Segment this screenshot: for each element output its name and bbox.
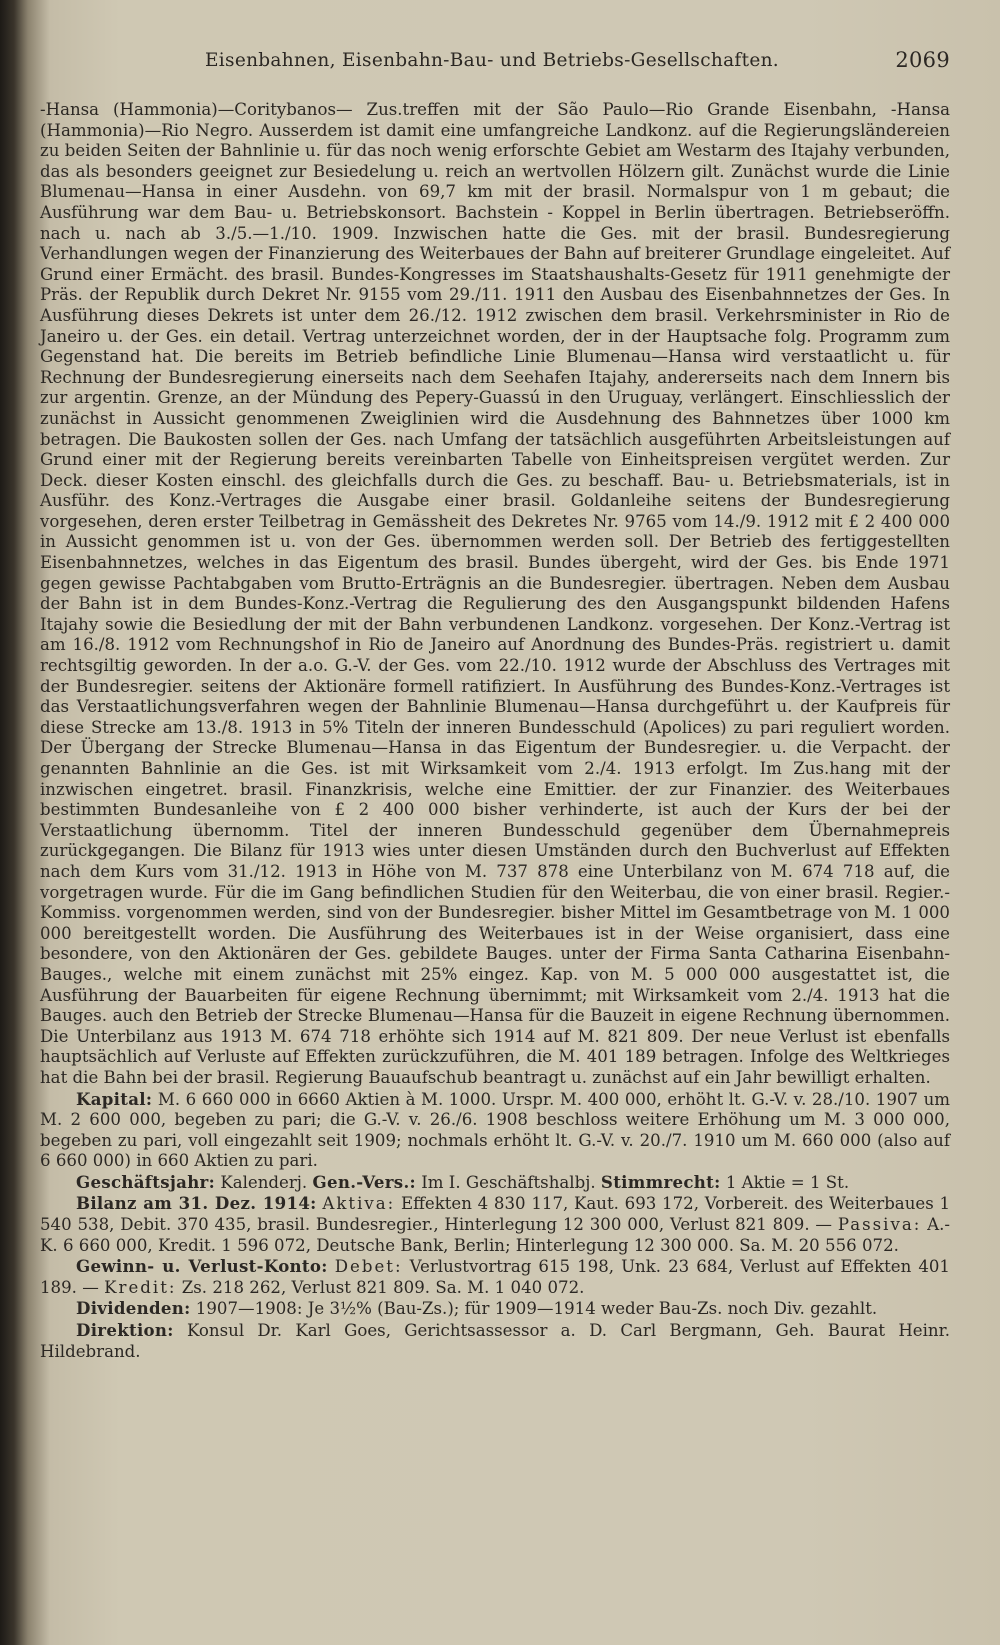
- direktion-text: Konsul Dr. Karl Goes, Gerichtsassessor a. D. Carl Bergmann, Geh. Baurat Heinr. Hildebrand.: [40, 1321, 950, 1361]
- aktiva-text: Effekten 4 830 117, Kaut. 693 172, Vorbereit. des Weiterbaues 1 540 538, Debit. 370 435, brasil. Bundesregier., Hinterlegung 12 300 000, Verlust 821 809. —: [40, 1194, 951, 1235]
- direktion-label: Direktion:: [76, 1320, 174, 1341]
- stimmrecht-label: Stimmrecht:: [600, 1171, 721, 1192]
- page-body: [40, 100, 950, 1362]
- main-paragraph: -Hansa (Hammonia)—Coritybanos— Zus.treffen mit der São Paulo—Rio Grande Eisenbahn, -Hansa (Hammonia)—Rio Negro. Ausserdem ist damit eine umfangreiche Landkonz. auf die Regierungsländereien zu beiden Seiten der Bahnlinie u. für das noch wenig erforschte Gebiet am Westarm des Itajahy verbunden, das als besonders geeignet zur Besiedelung u. reich an wertvollen Hölzern gilt. Zunächst wurde die Linie Blumenau—Hansa in einer Ausdehn. von 69,7 km mit der brasil. Normalspur von 1 m gebaut; die Ausführung war dem Bau- u. Betriebskonsort. Bachstein - Koppel in Berlin übertragen. Betriebseröffn. nach u. nach ab 3./5.—1./10. 1909. Inzwischen hatte die Ges. mit der brasil. Bundesregierung Verhandlungen wegen der Finanzierung des Weiterbaues der Bahn auf breiterer Grundlage eingeleitet. Auf Grund einer Ermächt. des brasil. Bundes-Kongresses im Staatshaushalts-Gesetz für 1911 genehmigte der Präs. der Republik durch Dekret Nr. 9155 vom 29./11. 1911 den Ausbau des Eisenbahnnetzes der Ges. In Ausführung dieses Dekrets ist unter dem 26./12. 1912 zwischen dem brasil. Verkehrsminister in Rio de Janeiro u. der Ges. ein detail. Vertrag unterzeichnet worden, der in der Hauptsache folg. Programm zum Gegenstand hat. Die bereits im Betrieb befindliche Linie Blumenau—Hansa wird verstaatlicht u. für Rechnung der Bundesregierung einerseits nach dem Seehafen Itajahy, andererseits nach dem Innern bis zur argentin. Grenze, an der Mündung des Pepery-Guassú in den Uruguay, verlängert. Einschliesslich der zunächst in Aussicht genommenen Zweiglinien wird die Ausdehnung des Bahnnetzes über 1000 km betragen. Die Baukosten sollen der Ges. nach Umfang der tatsächlich ausgeführten Arbeitsleistungen auf Grund einer mit der Regierung bereits vereinbarten Tabelle von Einheitspreisen vergütet werden. Zur Deck. dieser Kosten einschl. des gleichfalls durch die Ges. zu beschaff. Bau- u. Betriebsmaterials, ist in Ausführ. des Konz.-Vertrages die Ausgabe einer brasil. Goldanleihe seitens der Bundesregierung vorgesehen, deren erster Teilbetrag in Gemässheit des Dekretes Nr. 9765 vom 14./9. 1912 mit £ 2 400 000 in Aussicht genommen ist u. von der Ges. übernommen werden soll. Der Betrieb des fertiggestellten Eisenbahnnetzes, welches in das Eigentum des brasil. Bundes übergeht, wird der Ges. bis Ende 1971 gegen gewisse Pachtabgaben vom Brutto-Erträgnis an die Bundesregier. übertragen. Neben dem Ausbau der Bahn ist in dem Bundes-Konz.-Vertrag die Regulierung des den Ausgangspunkt bildenden Hafens Itajahy sowie die Besiedlung der mit der Bahn verbundenen Landkonz. vorgesehen. Der Konz.-Vertrag ist am 16./8. 1912 vom Rechnungshof in Rio de Janeiro auf Anordnung des Bundes-Präs. registriert u. damit rechtsgiltig geworden. In der a.o. G.-V. der Ges. vom 22./10. 1912 wurde der Abschluss des Vertrages mit der Bundesregier. seitens der Aktionäre formell ratifiziert. In Ausführung des Bundes-Konz.-Vertrages ist das Verstaatlichungsverfahren wegen der Bahnlinie Blumenau—Hansa durchgeführt u. der Kaufpreis für diese Strecke am 13./8. 1913 in 5% Titeln der inneren Bundesschuld (Apolices) zu pari reguliert worden. Der Übergang der Strecke Blumenau—Hansa in das Eigentum der Bundesregier. u. die Verpacht. der genannten Bahnlinie an die Ges. ist mit Wirksamkeit vom 2./4. 1913 erfolgt. Im Zus.hang mit der inzwischen eingetret. brasil. Finanzkrisis, welche eine Emittier. der zur Finanzier. des Weiterbaues bestimmten Bundesanleihe von £ 2 400 000 bisher verhinderte, ist auch der Kurs der bei der Verstaatlichung übernomm. Titel der inneren Bundesschuld gegenüber dem Übernahmepreis zurückgegangen. Die Bilanz für 1913 wies unter diesen Umständen durch den Buchverlust auf Effekten nach dem Kurs vom 31./12. 1913 in Höhe von M. 737 878 eine Unterbilanz von M. 674 718 auf, die vorgetragen wurde. Für die im Gang befindlichen Studien für den Weiterbau, die von einer brasil. Regier.-Kommiss. vorgenommen werden, sind von der Bundesregier. bisher Mittel im Gesamtbetrage von M. 1 000 000 bereitgestellt worden. Die Ausführung des Weiterbaues ist in der Weise organisiert, dass eine besondere, von den Aktionären der Ges. gebildete Bauges. unter der Firma Santa Catharina Eisenbahn-Bauges., welche mit einem zunächst mit 25% eingez. Kap. von M. 5 000 000 ausgestattet ist, die Ausführung der Bauarbeiten für eigene Rechnung übernimmt; mit Wirksamkeit vom 2./4. 1913 hat die Bauges. auch den Betrieb der Strecke Blumenau—Hansa für die Bauzeit in eigene Rechnung übernommen. Die Unterbilanz aus 1913 M. 674 718 erhöhte sich 1914 auf M. 821 809. Der neue Verlust ist ebenfalls hauptsächlich auf Verluste auf Effekten zurückzuführen, die M. 401 189 betragen. Infolge des Weltkrieges hat die Bahn bei der brasil. Regierung Bauaufschub beantragt u. zunächst auf ein Jahr bewilligt erhalten.: [40, 100, 950, 1087]
- stimmrecht-value: 1 Aktie = 1 St.: [725, 1172, 850, 1192]
- kapital-label: Kapital:: [76, 1088, 153, 1109]
- geschaeftsjahr-value: Kalenderj.: [220, 1172, 308, 1192]
- dividenden-text: 1907—1908: Je 3½% (Bau-Zs.); für 1909—1914 weder Bau-Zs. noch Div. gezahlt.: [195, 1299, 878, 1319]
- passiva-label: Passiva:: [837, 1215, 922, 1235]
- page-number: 2069: [895, 48, 950, 72]
- running-header: [205, 48, 950, 78]
- kredit-text: Zs. 218 262, Verlust 821 809. Sa. M. 1 040 072.: [181, 1277, 585, 1297]
- debet-label: Debet:: [334, 1257, 403, 1277]
- debet-text: Verlustvortrag 615 198, Unk. 23 684, Verlust auf Effekten 401 189. —: [40, 1257, 950, 1297]
- kapital-section: [40, 1089, 950, 1172]
- dividenden-section: [40, 1298, 950, 1320]
- kapital-text: M. 6 660 000 in 6660 Aktien à M. 1000. Urspr. M. 400 000, erhöht lt. G.-V. v. 28./10. 1907 um M. 2 600 000, begeben zu pari; die G.-V. v. 26./6. 1908 beschloss weitere Erhöhung um M. 3 000 000, begeben zu pari, voll eingezahlt seit 1909; nochmals erhöht lt. G.-V. v. 20./7. 1910 um M. 660 000 (also auf 6 660 000) in 660 Aktien zu pari.: [40, 1089, 950, 1171]
- gen-vers-label: Gen.-Vers.:: [312, 1171, 416, 1192]
- gen-vers-value: Im I. Geschäftshalbj.: [421, 1172, 596, 1192]
- kredit-label: Kredit:: [104, 1277, 177, 1297]
- bilanz-label: Bilanz am 31. Dez. 1914:: [76, 1193, 317, 1214]
- geschaeftsjahr-label: Geschäftsjahr:: [76, 1171, 216, 1192]
- passiva-text: A.-K. 6 660 000, Kredit. 1 596 072, Deutsche Bank, Berlin; Hinterlegung 12 300 000. Sa. M. 20 556 072.: [40, 1215, 951, 1255]
- gewinn-label: Gewinn- u. Verlust-Konto:: [76, 1256, 328, 1277]
- geschaeftsjahr-section: [40, 1172, 950, 1194]
- aktiva-label: Aktiva:: [322, 1194, 396, 1214]
- bilanz-section: [40, 1193, 950, 1256]
- direktion-section: [40, 1320, 950, 1362]
- dividenden-label: Dividenden:: [76, 1298, 191, 1319]
- gewinn-section: [40, 1256, 950, 1298]
- header-title: Eisenbahnen, Eisenbahn-Bau- und Betriebs-Gesellschaften.: [205, 50, 779, 71]
